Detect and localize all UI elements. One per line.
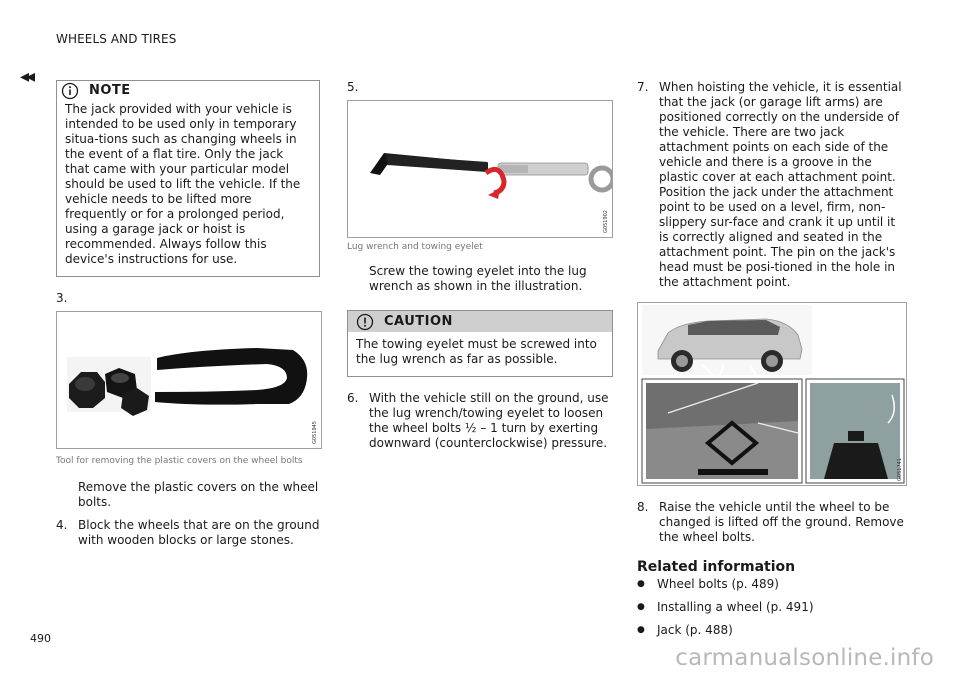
caption-lug-wrench: Lug wrench and towing eyelet — [347, 242, 483, 252]
tongs-tool — [155, 348, 307, 405]
column-3 — [637, 80, 907, 646]
column-2 — [347, 80, 613, 451]
info-icon — [61, 82, 79, 100]
lug-wrench-illustration — [348, 101, 613, 238]
related-link-wheel-bolts[interactable]: ● Wheel bolts (p. 489) — [637, 577, 779, 591]
bullet-icon: ● — [637, 579, 645, 589]
figure-code: G051902 — [603, 210, 609, 233]
step-7 — [637, 80, 907, 290]
caution-title: CAUTION — [384, 314, 453, 329]
towing-eyelet — [498, 163, 613, 190]
step-3-text: Remove the plastic covers on the wheel bolts. — [78, 480, 319, 509]
note-title: NOTE — [89, 83, 131, 98]
jack-closeup-right — [806, 379, 904, 483]
step-6 — [347, 391, 613, 451]
note-box — [56, 80, 320, 277]
caution-text: The towing eyelet must be screwed into the lug wrench as far as possible. — [356, 337, 597, 366]
related-link-installing-wheel[interactable]: ● Installing a wheel (p. 491) — [637, 600, 814, 614]
jack-closeup-left — [642, 379, 802, 483]
back-arrows-icon: ◂◂ — [20, 66, 33, 87]
figure-jack-points — [637, 302, 907, 486]
caption-cover-tool: Tool for removing the plastic covers on the wheel bolts — [56, 456, 303, 466]
step-4 — [56, 518, 320, 548]
caution-header — [348, 311, 612, 332]
note-header — [57, 81, 319, 100]
step-6-label: 6. — [347, 391, 359, 405]
step-3-label: 3. — [56, 291, 68, 305]
jack-points-illustration — [638, 303, 907, 486]
page-number: 490 — [30, 632, 51, 645]
step-6-text: With the vehicle still on the ground, use the lug wrench/towing eyelet to loosen the wheel bolts ½ – 1 turn by exerting downward (counterclockwise) pressure. — [369, 391, 609, 450]
figure-cover-removal-tool — [56, 311, 322, 449]
related-links — [637, 577, 907, 638]
step-7-text: When hoisting the vehicle, it is essential that the jack (or garage lift arms) are positioned correctly on the underside of the vehicle. There are two jack attachment points on each side of the vehicle and there is a groove in the plastic cover at each attachment point. Position the jack under the attachment point to be used on a level, firm, non-slippery sur-face and crank it up until it is correctly aligned and seated in the attachment point. The pin on the jack's head must be posi-tioned in the hole in the attachment point. — [659, 80, 902, 289]
figure-code: G051741 — [897, 458, 903, 481]
step-5-label: 5. — [347, 80, 359, 94]
note-text: The jack provided with your vehicle is intended to be used only in temporary situa-tions such as changing wheels in the event of a flat tire. Only the jack that came with your particular model should be used to lift the vehicle. If the vehicle needs to be lifted more frequently or for a prolonged period, using a garage jack or hoist is recommended. Always follow this device's instructions for use. — [65, 102, 301, 266]
step-8 — [637, 500, 907, 545]
step-8-text: Raise the vehicle until the wheel to be changed is lifted off the ground. Remove the wheel bolts. — [659, 500, 904, 544]
suv-side-view — [642, 305, 812, 379]
cover-removal-tool-illustration — [57, 312, 322, 449]
step-4-text: Block the wheels that are on the ground with wooden blocks or large stones. — [78, 518, 320, 547]
related-link-jack[interactable]: ● Jack (p. 488) — [637, 623, 733, 637]
step-4-label: 4. — [56, 518, 68, 532]
figure-code: G051945 — [312, 421, 318, 444]
column-1 — [56, 80, 320, 548]
bullet-icon: ● — [637, 602, 645, 612]
caution-box — [347, 310, 613, 377]
bullet-icon: ● — [637, 625, 645, 635]
rotation-arrow-icon — [486, 169, 504, 199]
related-information-title: Related information — [637, 559, 796, 575]
lug-wrench — [370, 153, 488, 175]
step-7-label: 7. — [637, 80, 649, 94]
warning-icon — [356, 313, 374, 331]
figure-lug-wrench — [347, 100, 613, 238]
section-header: WHEELS AND TIRES — [56, 32, 177, 46]
step-8-label: 8. — [637, 500, 649, 514]
step-5-text: Screw the towing eyelet into the lug wrench as shown in the illustration. — [369, 264, 587, 293]
watermark: carmanualsonline.info — [675, 645, 934, 671]
